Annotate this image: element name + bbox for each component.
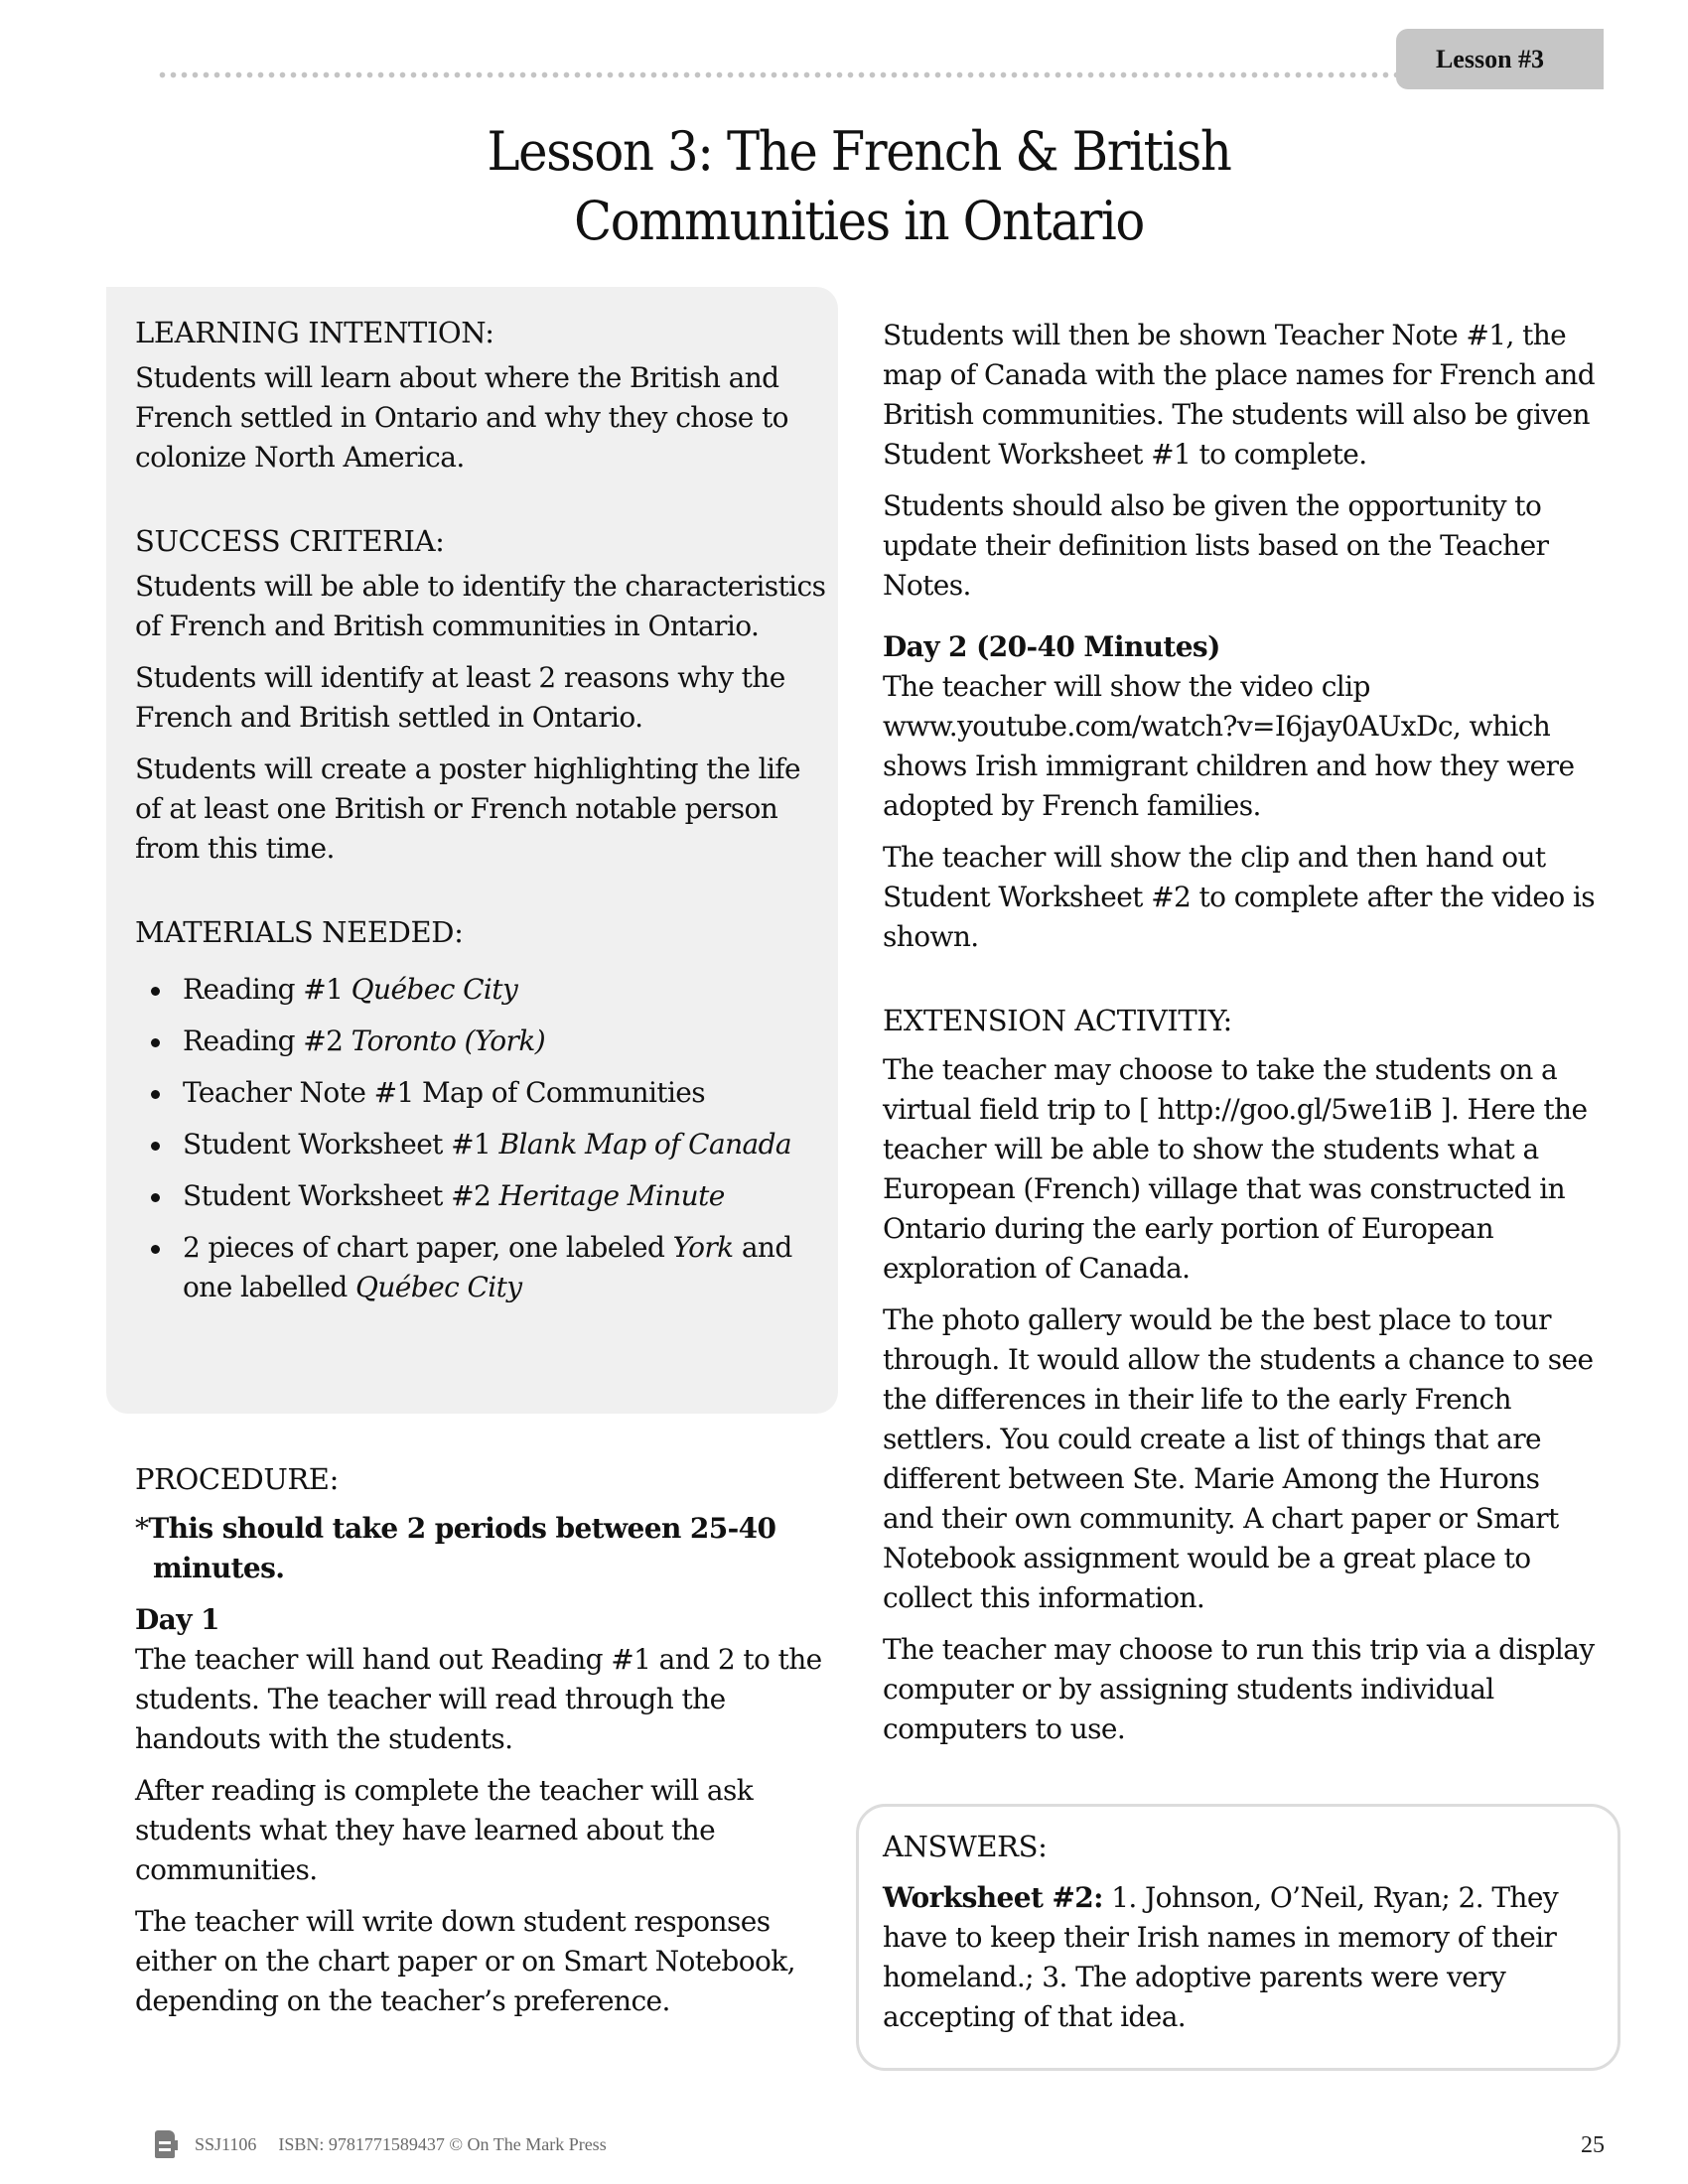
materials-list-item: Student Worksheet #2 Heritage Minute: [135, 1176, 830, 1216]
day-2-heading: Day 2 (20-40 Minutes): [883, 630, 1220, 663]
procedure-section: [135, 1459, 830, 2021]
success-criteria-item: Students will identify at least 2 reasons why the French and British settled in Ontario.: [135, 661, 785, 734]
materials-list: [135, 970, 830, 1307]
dotted-header-rule: [157, 71, 1398, 78]
answers-heading: ANSWERS:: [883, 1830, 1048, 1863]
page-title: [69, 117, 1649, 256]
success-criteria-heading: SUCCESS CRITERIA:: [135, 524, 445, 558]
extension-paragraph: The teacher may choose to run this trip via a display computer or by assigning students individual computers to use.: [883, 1633, 1595, 1745]
procedure-duration-note: *This should take 2 periods between 25-40 minutes.: [135, 1512, 776, 1584]
learning-intention-text: Students will learn about where the British and French settled in Ontario and why they chose to colonize North America.: [135, 361, 788, 474]
procedure-paragraph: Students should also be given the opportunity to update their definition lists based on the Teacher Notes.: [883, 489, 1549, 602]
lesson-tab: [1396, 29, 1604, 89]
success-criteria-item: Students will be able to identify the characteristics of French and British communities in Ontario.: [135, 570, 826, 642]
page-title-line-2: Communities in Ontario: [574, 190, 1144, 252]
materials-list-item: Student Worksheet #1 Blank Map of Canada: [135, 1125, 830, 1164]
procedure-paragraph: The teacher will write down student responses either on the chart paper or on Smart Notebook, depending on the teacher’s preference.: [135, 1905, 795, 2017]
procedure-paragraph: Students will then be shown Teacher Note #1, the map of Canada with the place names for French and British communities. The students will also be given Student Worksheet #1 to complete.: [883, 319, 1596, 471]
procedure-paragraph: The teacher will show the clip and then hand out Student Worksheet #2 to complete after the video is shown.: [883, 841, 1596, 953]
procedure-paragraph: After reading is complete the teacher will ask students what they have learned about the communities.: [135, 1774, 754, 1886]
lesson-tab-label: Lesson #3: [1435, 44, 1545, 73]
page-number: 25: [1581, 2132, 1605, 2158]
day-1-heading: Day 1: [135, 1603, 219, 1636]
extension-paragraph: The photo gallery would be the best place to tour through. It would allow the students a chance to see the differences in their life to the early French settlers. You could create a list of things that are different between Ste. Marie Among the Hurons and their own community. A chart paper or Smart Notebook assignment would be a great place to collect this information.: [883, 1303, 1594, 1614]
extension-paragraph: The teacher may choose to take the students on a virtual field trip to [ http://goo.gl/5we1iB ]. Here the teacher will be able to show the students what a European (French) village that was constructed in Ontario during the early portion of European exploration of Canada.: [883, 1053, 1588, 1285]
learning-intention-heading: LEARNING INTENTION:: [135, 316, 494, 349]
materials-list-item: Reading #1 Québec City: [135, 970, 830, 1010]
answers-text: Worksheet #2: 1. Johnson, O’Neil, Ryan; 2. They have to keep their Irish names in memory of their homeland.; 3. The adoptive parents were very accepting of that idea.: [883, 1881, 1559, 2033]
materials-list-item: Teacher Note #1 Map of Communities: [135, 1073, 830, 1113]
materials-list-item: 2 pieces of chart paper, one labeled York and one labelled Québec City: [135, 1228, 830, 1307]
success-criteria-item: Students will create a poster highlighting the life of at least one British or French notable person from this time.: [135, 752, 801, 865]
procedure-heading: PROCEDURE:: [135, 1462, 339, 1496]
materials-heading: MATERIALS NEEDED:: [135, 915, 464, 949]
procedure-paragraph: The teacher will show the video clip www.youtube.com/watch?v=I6jay0AUxDc, which shows Irish immigrant children and how they were adopted by French families.: [883, 670, 1575, 822]
footer-product-code: SSJ1106: [195, 2133, 257, 2154]
footer-isbn: ISBN: 9781771589437 © On The Mark Press: [278, 2133, 607, 2154]
book-logo-icon: [155, 2130, 177, 2158]
materials-list-item: Reading #2 Toronto (York): [135, 1022, 830, 1061]
answers-box: [856, 1804, 1620, 2071]
left-column-panel-content: [135, 313, 830, 1319]
procedure-paragraph: The teacher will hand out Reading #1 and 2 to the students. The teacher will read through the handouts with the students.: [135, 1643, 822, 1755]
extension-heading: EXTENSION ACTIVITIY:: [883, 1004, 1232, 1037]
footer: [155, 2129, 607, 2159]
page-title-line-1: Lesson 3: The French & British: [487, 120, 1231, 183]
right-column: [883, 316, 1598, 1749]
